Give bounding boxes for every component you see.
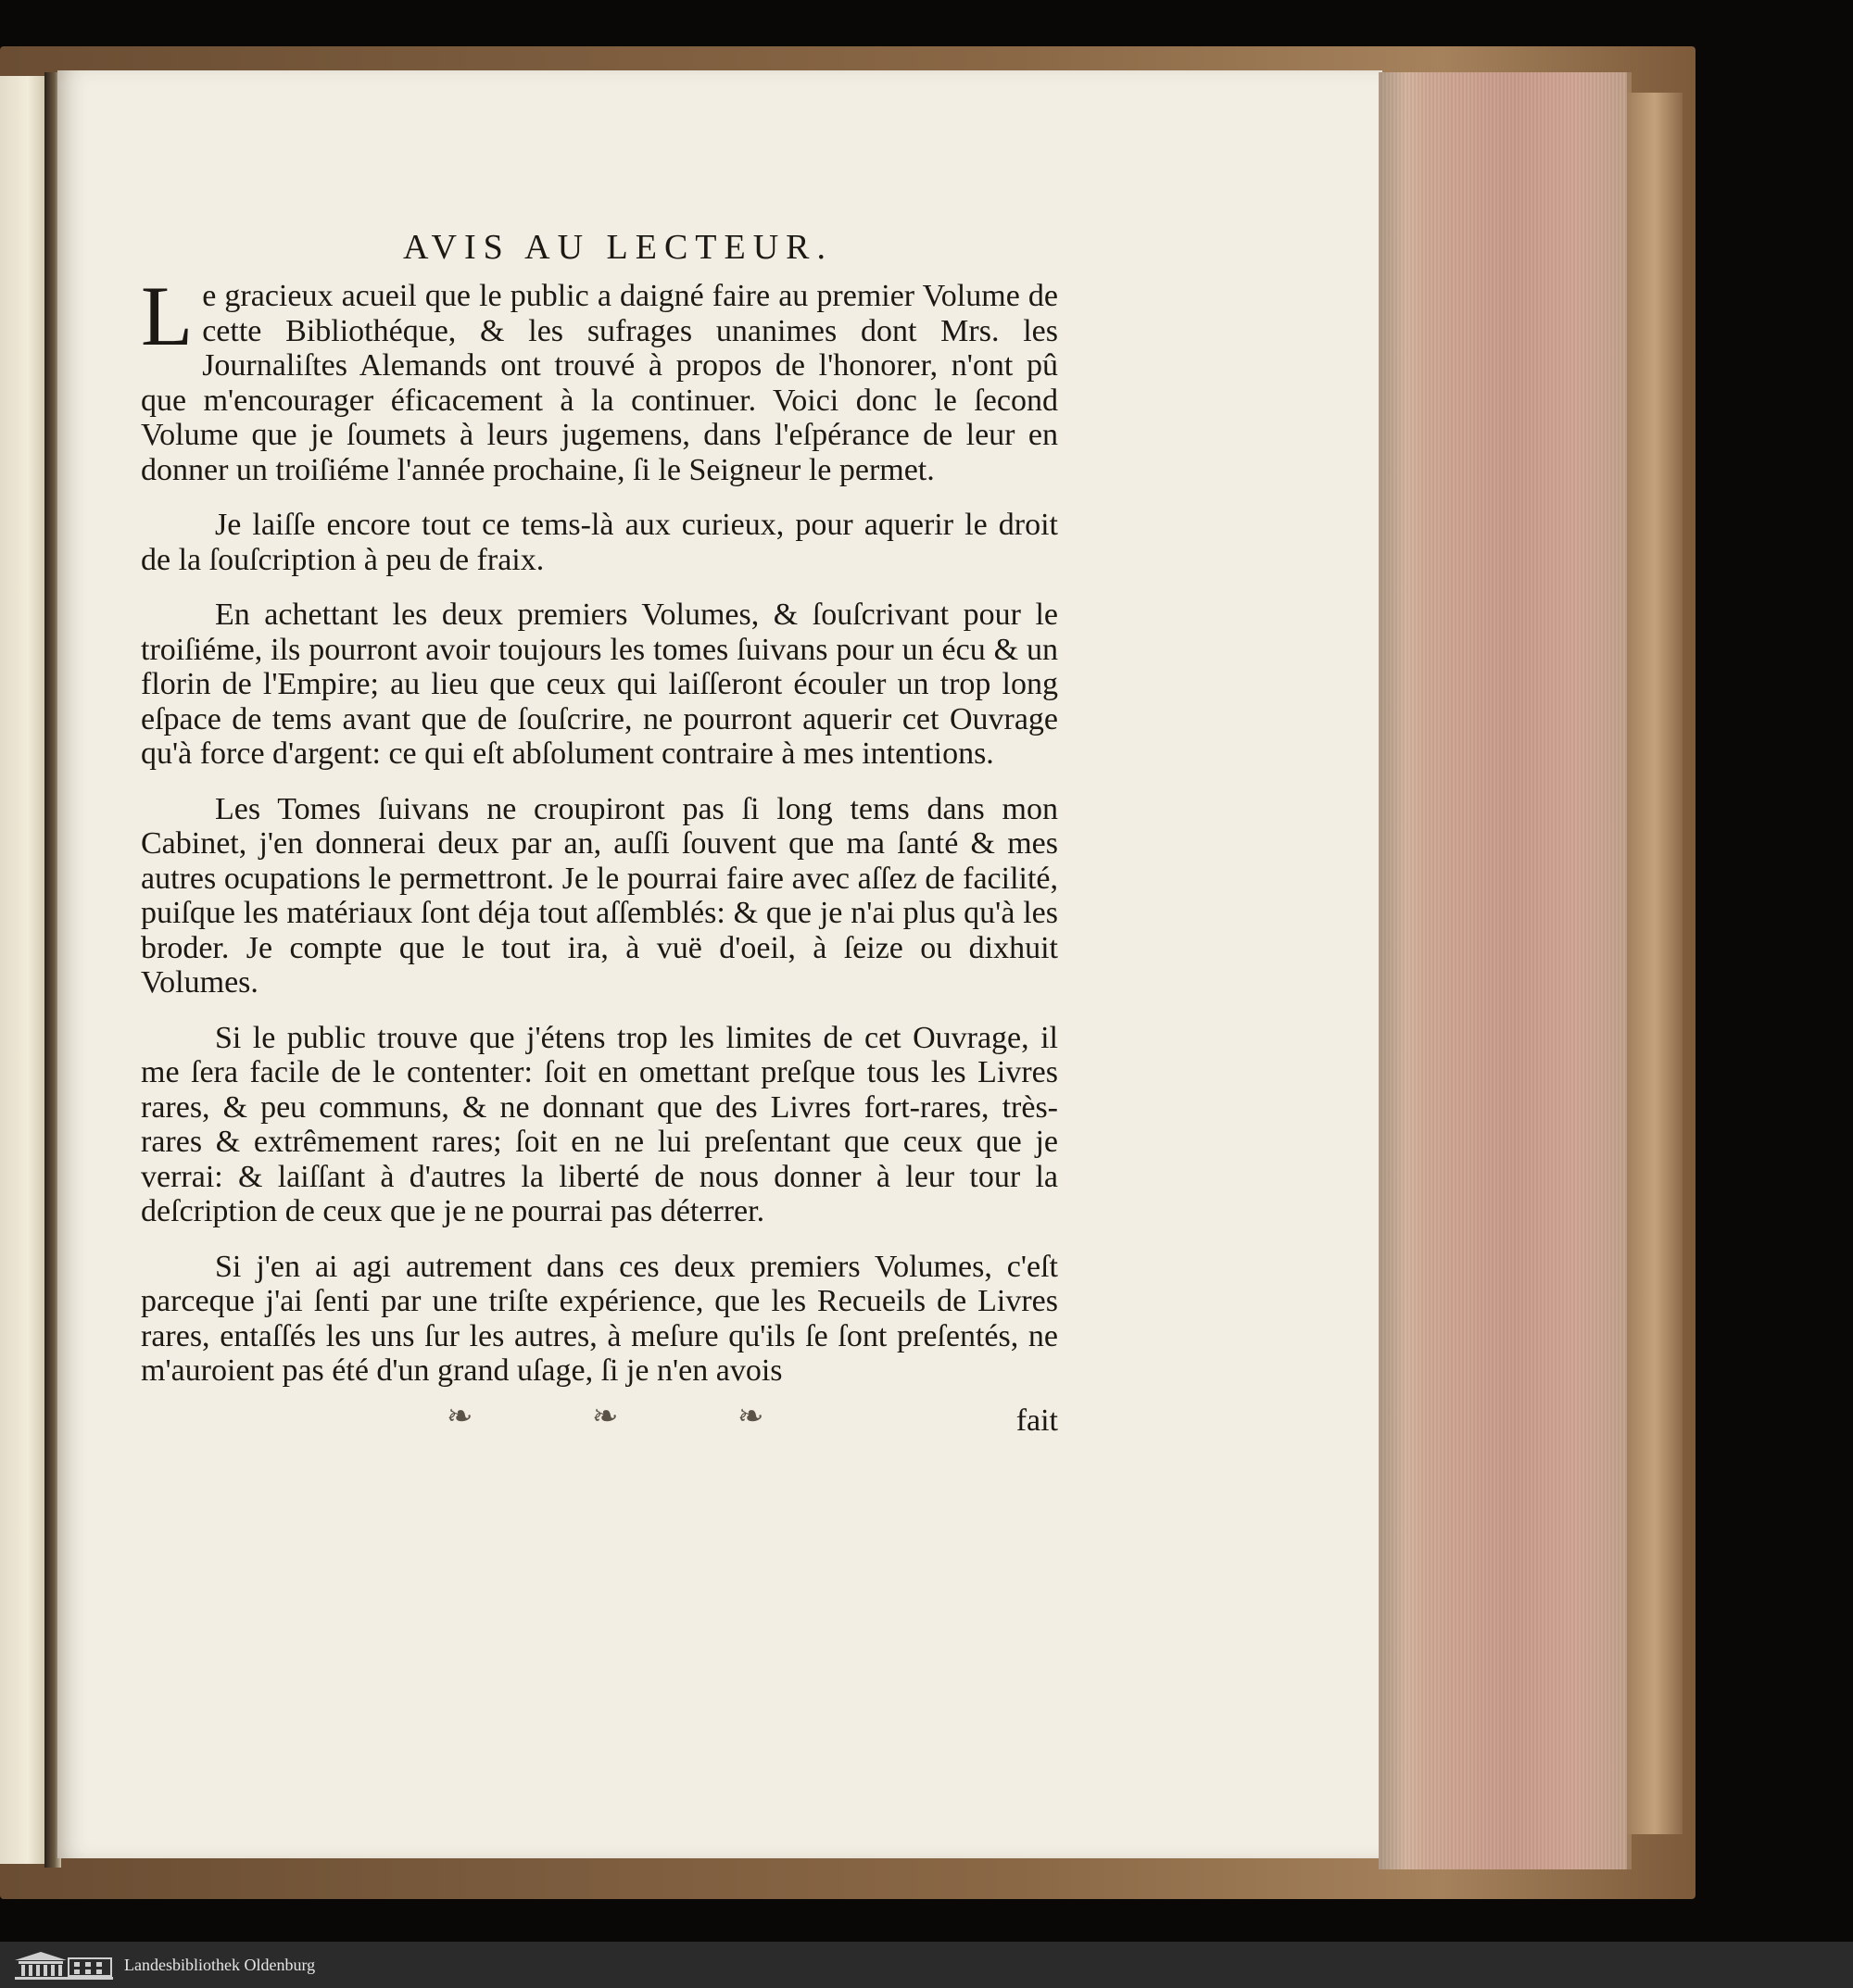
ornament-icon: ❧ ❧ ❧ (447, 1399, 820, 1434)
paragraph-4: Les Tomes ſuivans ne croupiront pas ſi long tems dans mon Cabinet, j'en donnerai deux par an, auſſi ſouvent que ma ſanté & mes autres ocupations le permettront. Je le pourrai faire avec aſſez de facilité, puiſque les matériaux ſont déja tout aſſemblés: & que je n'ai plus qu'à les broder. Je compte que le tout ira, à vuë d'oeil, à ſeize ou dixhuit Volumes. (141, 791, 1058, 1000)
paragraph-3: En achettant les deux premiers Volumes, & ſouſcrivant pour le troiſiéme, ils pourront avoir toujours les tomes ſuivans pour un écu & un florin de l'Empire; au lieu que ceux qui laiſſeront écouler un trop long eſpace de tems avant que de ſouſcrire, ne pourront aquerir cet Ouvrage qu'à force d'argent: ce qui eſt abſolument contraire à mes intentions. (141, 598, 1058, 771)
paragraph-6: Si j'en ai agi autrement dans ces deux premiers Volumes, c'eſt parceque j'ai ſenti par une triſte expérience, que les Recueils de Livres rares, entaſſés les uns ſur les autres, à meſure qu'ils ſe ſont preſentés, ne m'auroient pas été d'un grand uſage, ſi je n'en avois (141, 1249, 1058, 1388)
paragraph-5: Si le public trouve que j'étens trop les limites de cet Ouvrage, il me ſera facile de le contenter: ſoit en omettant preſque tous les Livres rares, & peu communs, & ne donnant que des Livres fort-rares, très-rares & extrêmement rares; ſoit en ne lui preſentant que ceux que je verrai: & laiſſant à d'autres la liberté de nous donner à leur tour la deſcription de ceux que je ne pourrai pas déterrer. (141, 1020, 1058, 1228)
page-stack-shade (1379, 72, 1406, 1869)
page-text-block (141, 227, 1058, 1438)
footer-bar (0, 1942, 1853, 1988)
paragraph-1 (141, 269, 1058, 487)
page-title: AVIS AU LECTEUR. (402, 228, 834, 267)
paragraph-1-text: e gracieux acueil que le public a daigné faire au premier Volume de cette Bibliothéque, & les sufrages unanimes dont Mrs. les Journaliſtes Alemands ont trouvé à propos de l'honorer, n'ont pû que m'encourager éficacement à la continuer. Voici donc le ſecond Volume que je ſoumets à leurs jugemens, dans l'eſpérance de leur en donner un troiſiéme l'année prochaine, ſi le Seigneur le permet. (141, 279, 1058, 487)
catchword: fait (1015, 1403, 1058, 1438)
library-name: Landesbibliothek Oldenburg (124, 1955, 316, 1974)
board-edge (1627, 93, 1683, 1834)
library-building-icon (13, 1949, 115, 1981)
left-page-edge (0, 76, 46, 1864)
page-stack (1379, 72, 1632, 1869)
drop-cap: L (141, 269, 194, 363)
catchword-line (141, 1399, 1058, 1438)
paragraph-2: Je laiſſe encore tout ce tems-là aux curieux, pour aquerir le droit de la ſouſcription à peu de fraix. (141, 508, 1058, 577)
